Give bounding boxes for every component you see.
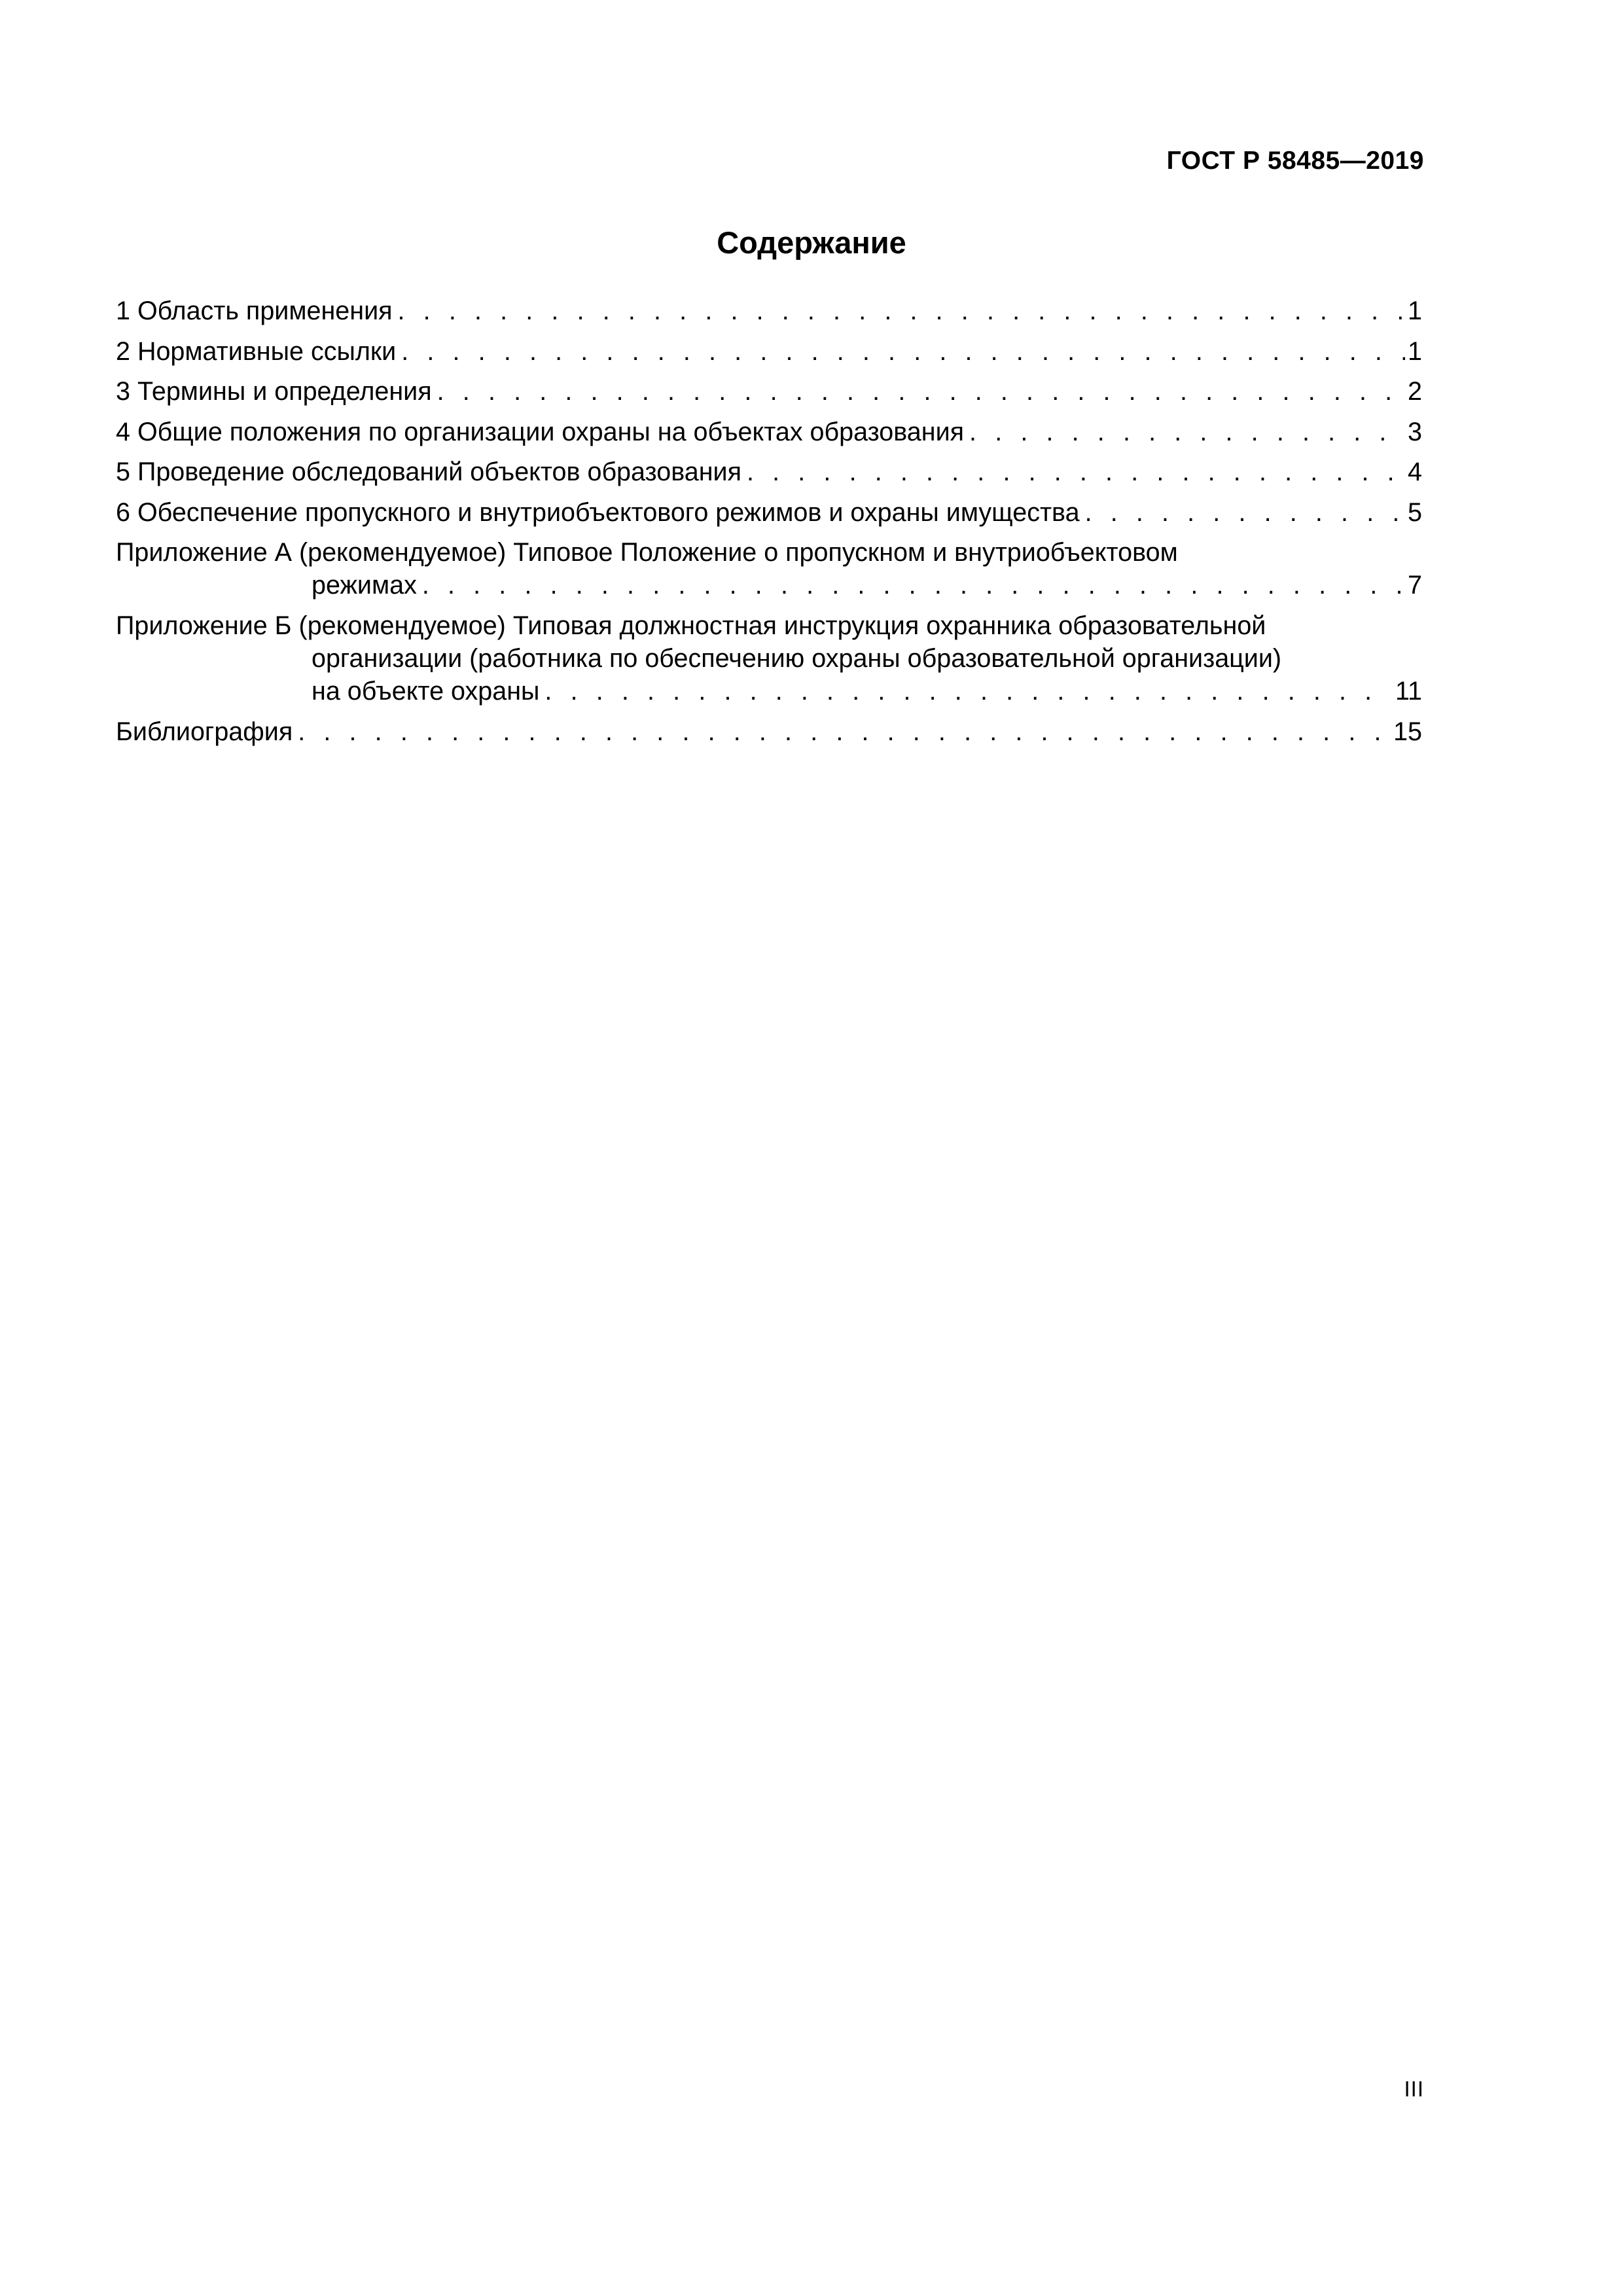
toc-entry-title: 4 Общие положения по организации охраны на объектах образования [116, 417, 965, 446]
toc-entry-page: 2 [1408, 377, 1422, 406]
toc-entry-title-continued: режимах [312, 571, 417, 600]
dot-leader [544, 675, 1393, 708]
toc-entry-general-provisions[interactable] [116, 416, 1422, 448]
dot-leader [398, 295, 1406, 327]
toc-entry-terms[interactable] [116, 375, 1422, 408]
page-number: III [1404, 2077, 1424, 2101]
toc-entry-title: Приложение А (рекомендуемое) Типовое Положение о пропускном и внутриобъектовом [116, 538, 1178, 567]
document-code: ГОСТ Р 58485—2019 [1166, 147, 1424, 175]
toc-entry-title: Приложение Б (рекомендуемое) Типовая должностная инструкция охранника образовательной [116, 611, 1266, 640]
toc-title: Содержание [717, 225, 906, 260]
toc-entry-page: 5 [1408, 497, 1422, 527]
toc-entry-page: 15 [1393, 717, 1422, 746]
toc-entry-normative-references[interactable] [116, 335, 1422, 368]
dot-leader [422, 569, 1405, 601]
toc-entry-appendix-a[interactable] [116, 536, 1422, 601]
toc-entry-bibliography[interactable] [116, 715, 1422, 748]
toc-entry-title-continued: на объекте охраны [312, 677, 540, 706]
toc-entry-title: 1 Область применения [116, 296, 393, 325]
dot-leader [298, 715, 1391, 748]
toc-entry-page: 7 [1408, 571, 1422, 600]
toc-entry-inspections[interactable] [116, 456, 1422, 488]
dot-leader [401, 335, 1405, 368]
toc-entry-title: 6 Обеспечение пропускного и внутриобъектового режимов и охраны имущества [116, 497, 1080, 527]
toc-entry-page: 1 [1408, 296, 1422, 325]
dot-leader [437, 375, 1405, 408]
toc-entry-page: 1 [1408, 336, 1422, 366]
toc-entry-title: Библиография [116, 717, 293, 746]
toc-entry-title-continued: организации (работника по обеспечению охраны образовательной организации) [312, 644, 1282, 673]
toc-entry-title: 3 Термины и определения [116, 377, 432, 406]
toc-entry-page: 4 [1408, 457, 1422, 486]
toc-entry-title: 2 Нормативные ссылки [116, 336, 397, 366]
table-of-contents [116, 295, 1422, 756]
toc-entry-access-control[interactable] [116, 496, 1422, 529]
dot-leader [969, 416, 1405, 448]
toc-entry-title: 5 Проведение обследований объектов образования [116, 457, 741, 486]
dot-leader [1085, 496, 1405, 529]
toc-entry-page: 3 [1408, 417, 1422, 446]
toc-entry-appendix-b[interactable] [116, 609, 1422, 708]
toc-entry-scope[interactable] [116, 295, 1422, 327]
dot-leader [747, 456, 1405, 488]
toc-entry-page: 11 [1395, 677, 1422, 706]
